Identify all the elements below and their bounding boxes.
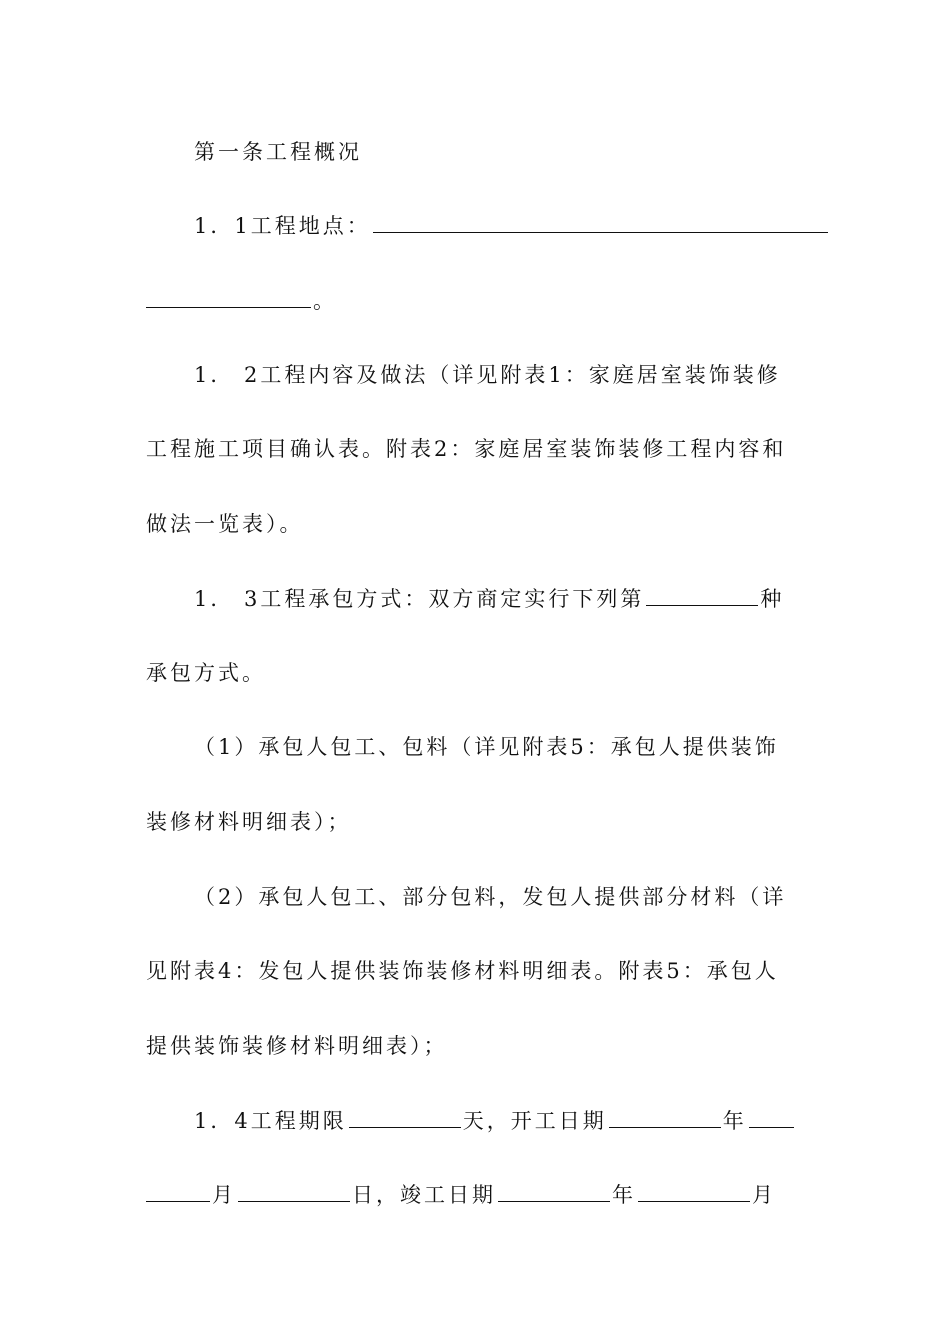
start-year-blank — [609, 1105, 721, 1128]
end-month-label: 月 — [752, 1183, 776, 1207]
end-date-label: 日，竣工日期 — [352, 1183, 496, 1207]
option-1-line-2 — [146, 806, 806, 838]
start-month-blank-continued — [146, 1179, 210, 1202]
section-title — [194, 136, 854, 168]
location-end: 。 — [313, 289, 337, 313]
section-title-text: 第一条工程概况 — [194, 140, 362, 164]
option-2-line-2 — [146, 955, 806, 987]
start-year-label: 年 — [722, 1109, 747, 1133]
location-blank-continued — [146, 285, 311, 308]
option-2-line-1 — [194, 881, 854, 913]
option-1-line-1 — [194, 731, 854, 763]
option-2-text-3: 提供装饰装修材料明细表）； — [146, 1034, 448, 1058]
contract-mode-label: 1． 3工程承包方式：双方商定实行下列第 — [194, 587, 645, 611]
duration-label: 1．4工程期限 — [194, 1109, 347, 1133]
start-month-label: 月 — [212, 1183, 236, 1207]
content-method-text-2: 工程施工项目确认表。附表2：家庭居室装饰装修工程内容和 — [146, 437, 787, 461]
start-date-label: 天，开工日期 — [462, 1109, 607, 1133]
paragraph-1-4-line-1 — [194, 1105, 854, 1137]
paragraph-1-2-line-3 — [146, 508, 806, 540]
paragraph-1-3-line-2 — [146, 657, 806, 689]
paragraph-1-2-line-2 — [146, 433, 806, 465]
contract-mode-suffix: 种 — [760, 587, 785, 611]
paragraph-1-4-line-2 — [146, 1179, 806, 1211]
end-year-blank — [498, 1179, 610, 1202]
paragraph-1-3-line-1 — [194, 583, 854, 615]
contract-mode-text-2: 承包方式。 — [146, 661, 266, 685]
paragraph-1-2-line-1 — [194, 359, 854, 391]
duration-days-blank — [349, 1105, 461, 1128]
content-method-text-1: 1． 2工程内容及做法（详见附表1：家庭居室装饰装修 — [194, 363, 781, 387]
location-label: 1．1工程地点： — [194, 214, 371, 238]
option-2-line-3 — [146, 1030, 806, 1062]
option-2-text-1: （2）承包人包工、部分包料，发包人提供部分材料（详 — [194, 885, 787, 909]
start-day-blank — [238, 1179, 350, 1202]
start-month-blank — [749, 1105, 794, 1128]
option-1-text-2: 装修材料明细表）； — [146, 810, 352, 834]
contract-mode-blank — [646, 583, 758, 606]
option-1-text-1: （1）承包人包工、包料（详见附表5：承包人提供装饰 — [194, 735, 779, 759]
location-blank — [373, 210, 828, 233]
option-2-text-2: 见附表4：发包人提供装饰装修材料明细表。附表5：承包人 — [146, 959, 779, 983]
end-month-blank — [638, 1179, 750, 1202]
end-year-label: 年 — [612, 1183, 636, 1207]
paragraph-1-1-line-2 — [146, 285, 806, 317]
content-method-text-3: 做法一览表）。 — [146, 512, 304, 536]
paragraph-1-1-line-1 — [194, 210, 854, 242]
